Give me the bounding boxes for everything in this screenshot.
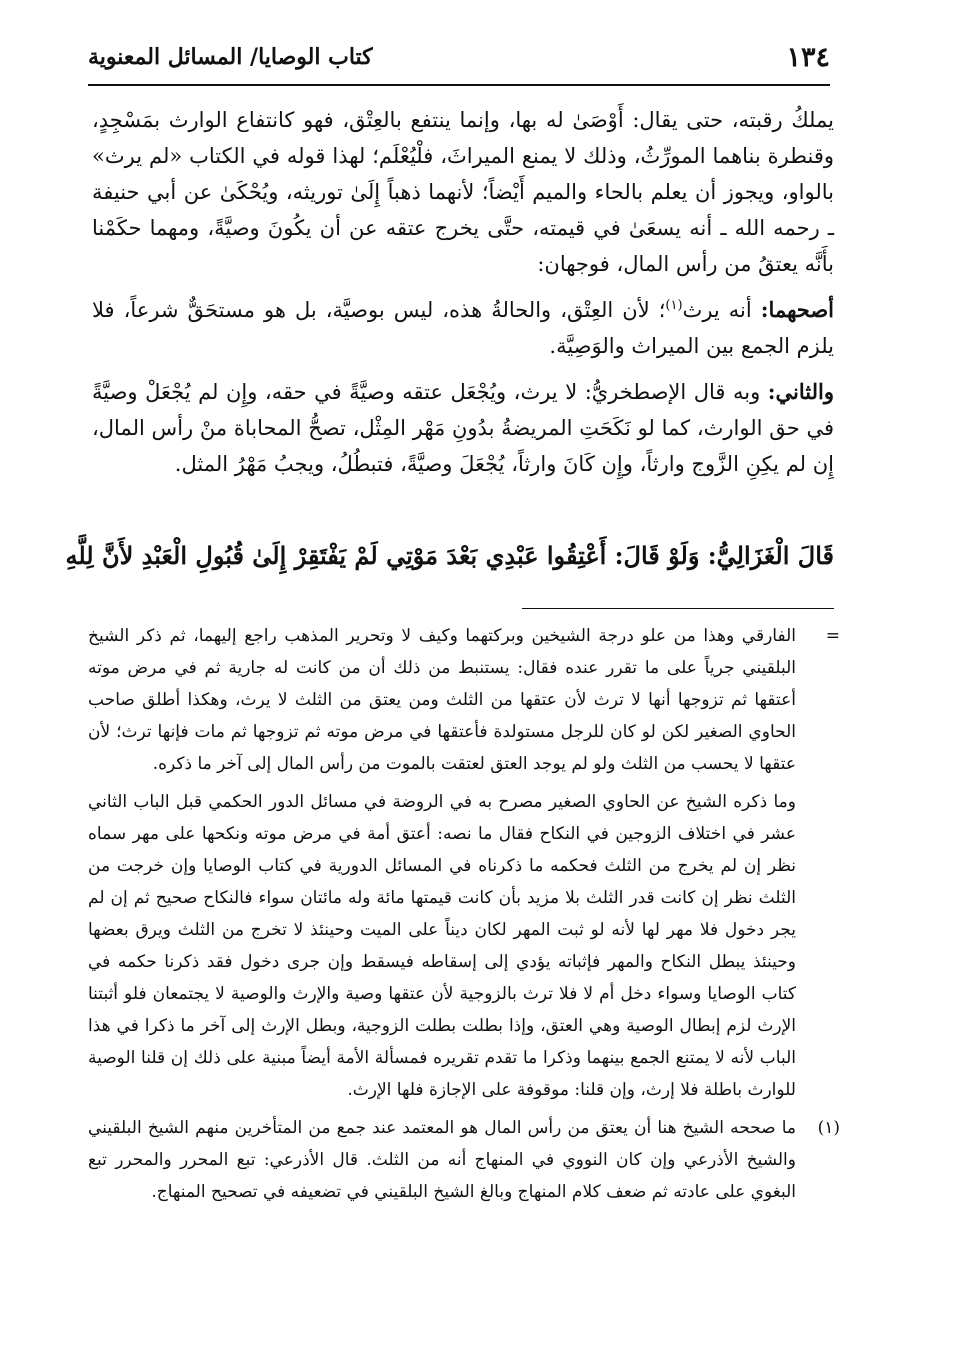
- running-title: كتاب الوصايا/ المسائل المعنوية: [88, 44, 373, 70]
- ghazali-quote: قَالَ الْغَزَالِيُّ: وَلَوْ قَالَ: أَعْتِقُوا عَبْدِي بَعْدَ مَوْتِي لَمْ يَفْتَقِرْ إِلَىٰ قُبُولِ الْعَبْدِ لأَنَّ لِلَّهِ: [65, 541, 834, 570]
- continuation-marker: =: [825, 626, 840, 646]
- header-rule: [88, 84, 830, 86]
- footnote-paragraph: وما ذكره الشيخ عن الحاوي الصغير مصرح به في الروضة في مسائل الدور الحكمي قبل الباب الثاني عشر في اختلاف الزوجين في النكاح فقال ما نصه: أعتق أمة في مرض موته ونكحها على مهر سماه نظر إن لم يخرج من الثلث فحكمه ما ذكرناه في المسائل الدورية في كتاب الوصايا وإن خرجت من الثلث نظر إن كانت قدر الثلث بلا مزيد بأن كانت قيمتها مائة وله مائتان سواء فالنكاح صحيح ثم إن لم يجر دخول فلا مهر لها لأنه لو ثبت المهر لكان ديناً على الميت وحينئذ لا تخرج من الثلث ويرق بعضها وحينئذ يبطل النكاح والمهر فإثباته يؤدي إلى إسقاطه فيسقط وإن جرى دخول فقد ذكرنا حكمه في كتاب الوصايا وسواء دخل أم لا فلا ترث بالزوجية لأن عتقها وصية والإرث والوصية لا يجتمعان فلو أثبتنا الإرث لزم إبطال الوصية وهي العتق، وإذا بطلت بطلت الزوجية، وبطل الإرث إلى آخر ما ذكرا في هذا الباب لأنه لا يمتنع الجمع بينهما وذكرا ما تقدم تقريره فمسألة الأمة أيضاً مبنية على ذلك إن قلنا الوصية للوارث باطلة فلا إرث، وإن قلنا: موقوفة على الإجازة فلها الإرث.: [88, 792, 796, 1100]
- continued-footnote: [88, 620, 840, 1106]
- page-number: ١٣٤: [786, 42, 830, 73]
- second-opinion-text: وبه قال الإصطخريُّ: لا يرث، ويُجْعَل عتقه وصيَّةً في حقه، وإِن لم يُجْعَلْ وصيَّةً في حق الوارث، كما لو نَكَحَتِ المريضةُ بدُونِ مَهْر المِثْل، تصحُّ المحاباة منْ رأس المال، إِن لم يكِنِ الزَّوج وارثاً، وإِن كَانَ وارثاً، يُجْعَلَ وصيَّةً، فتبطُلُ، ويجبُ مَهْرُ المثل.: [92, 380, 834, 476]
- first-opinion-lead: أصحهما:: [760, 297, 834, 322]
- main-text: [92, 102, 834, 492]
- page-header: [88, 30, 830, 80]
- footnotes: [88, 620, 840, 1214]
- main-paragraph: يملكُ رقبته، حتى يقال: أَوْصَىٰ له بها، وإنما ينتفع بالعِتْق، فهو كانتفاع الوارث بمَسْجِدٍ، وقنطرة بناهما المورِّثُ، وذلك لا يمنع الميراثَ، فلْيُعْلَم؛ لهذا قوله في الكتاب «لم يرث» بالواو، ويجوز أن يعلم بالحاء والميم أَيْضاً؛ لأنهما ذهباً إِلَىٰ توريثه، ويُحْكَىٰ عن أبي حنيفة ـ رحمه الله ـ أنه يسعَىٰ في قيمته، حتَّى يخرج عتقه عن أن يكُونَ وصيَّةً، ومهما حكَمْنا بأَنَّه يعتقُ من رأس المال، فوجهان:: [92, 108, 834, 276]
- footnote-paragraph: ما صححه الشيخ هنا أن يعتق من رأس المال هو المعتمد عند جمع من المتأخرين منهم الشيخ البلقيني والشيخ الأذرعي وإن كان النووي في المنهاج أنه من الثلث. قال الأذرعي: تبع المحرر والمحرر تبع البغوي على عادته ثم ضعف كلام المنهاج وبالغ الشيخ البلقيني في تضعيفه في تصحيح المنهاج.: [88, 1118, 796, 1202]
- first-opinion-text-continued: ؛ لأن العِتْق، والحالةُ هذه، ليس بوصيَّة، بل هو مستحَقٌّ شرعاً، فلا يلزم الجمع بين الميراث والوَصِيَّة.: [92, 298, 834, 358]
- first-opinion-text: أنه يرث: [682, 298, 761, 322]
- second-opinion-paragraph: [92, 374, 834, 482]
- first-opinion-paragraph: [92, 292, 834, 364]
- footnote-number: (١): [817, 1118, 840, 1138]
- footnote-1: [88, 1112, 840, 1208]
- footnote-separator: [522, 608, 834, 609]
- footnote-reference[interactable]: (١): [665, 298, 683, 313]
- footnote-paragraph: الفارقي وهذا من علو درجة الشيخين وبركتهما وكيف لا وتحرير المذهب راجع إليهما، ثم ذكر الشيخ البلقيني جرياً على ما تقرر عنده فقال: يستنبط من ذلك أن من كانت له جارية ثم في مرض موته أعتقها ثم تزوجها أنها لا ترث لأن عتقها من الثلث ومن يعتق من الثلث لا يرث، وهكذا أطلق صاحب الحاوي الصغير لكن لو كان للرجل مستولدة فأعتقها في مرض موته ثم تزوجها ثم مات فإنها ترث؛ لأن عتقها لا يحسب من الثلث ولو لم يوجد العتق لعتقت بالموت من رأس المال إلى آخر ما ذكره.: [88, 626, 796, 774]
- second-opinion-lead: والثاني:: [767, 379, 834, 404]
